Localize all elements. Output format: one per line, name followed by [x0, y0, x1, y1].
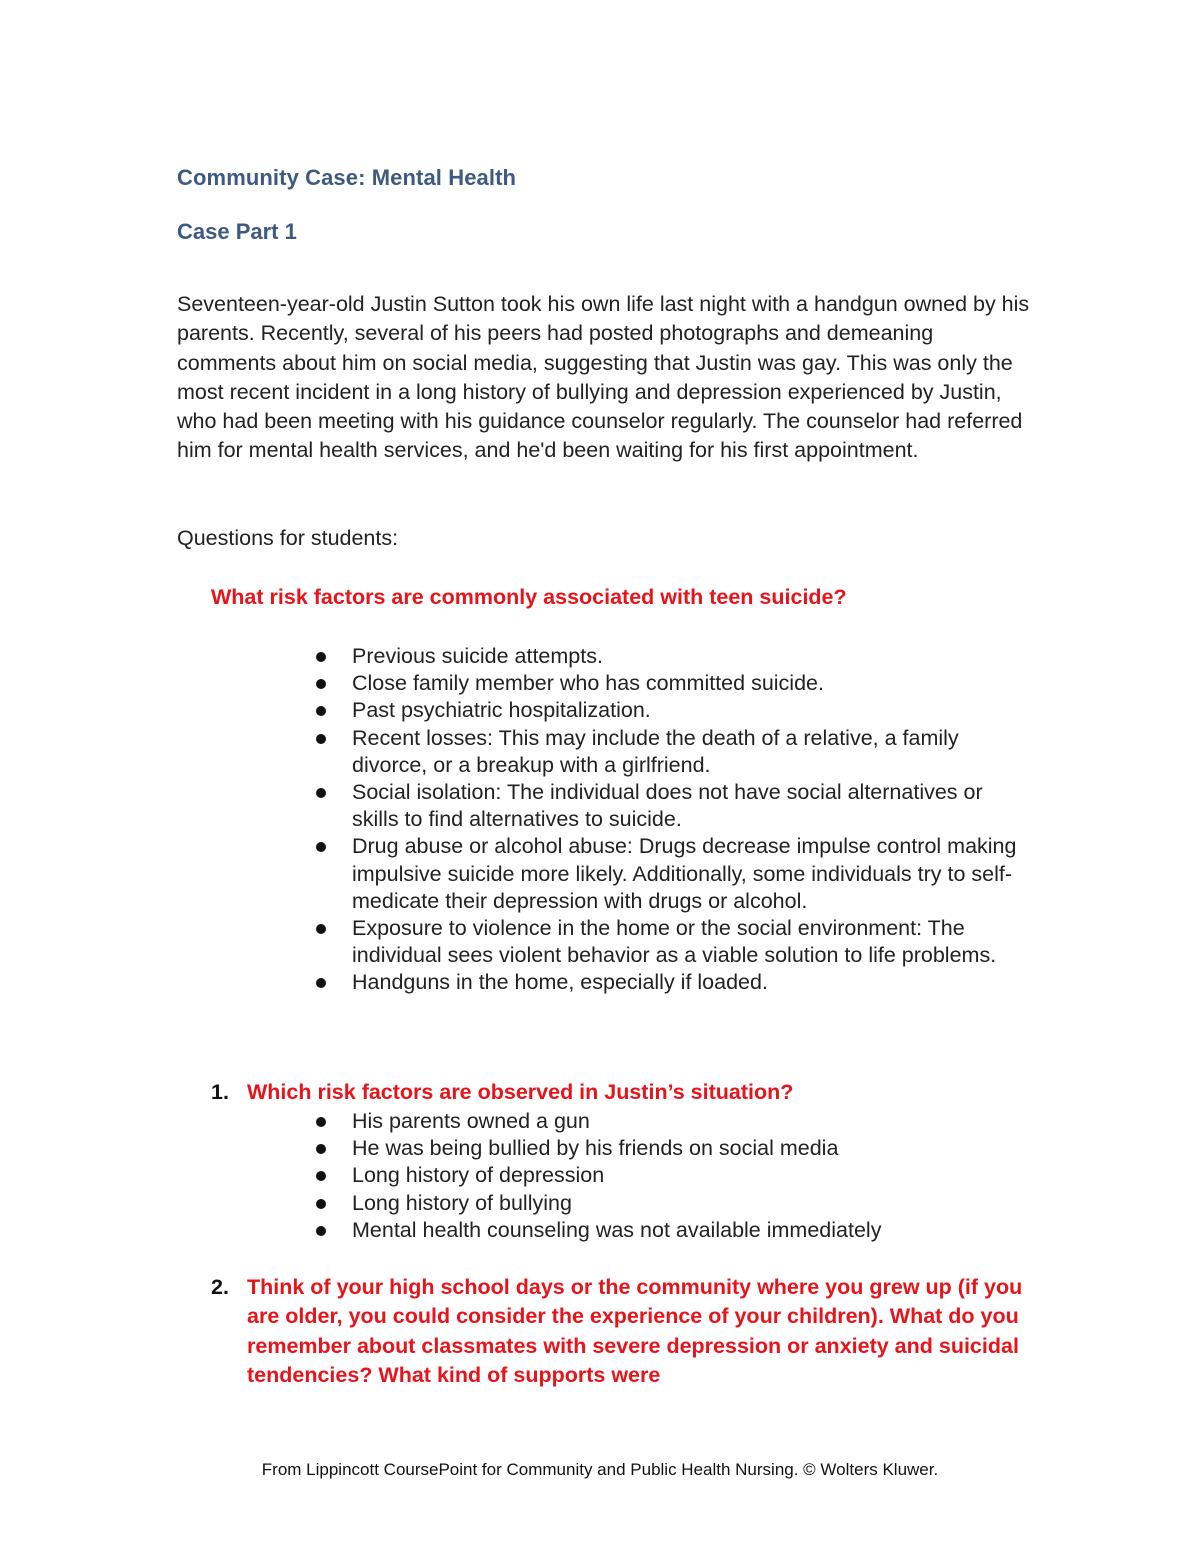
bullet-icon — [316, 679, 326, 689]
list-item-text: Exposure to violence in the home or the social environment: The individual sees violent behavior as a viable solution to life problems. — [352, 916, 997, 968]
bullet-icon — [316, 788, 326, 798]
justin-risk-factors-list — [352, 1108, 1032, 1244]
bullet-icon — [316, 652, 326, 662]
list-item-text: He was being bullied by his friends on social media — [352, 1136, 839, 1161]
list-item — [352, 725, 1032, 779]
bullet-icon — [316, 734, 326, 744]
case-part-heading: Case Part 1 — [177, 219, 297, 244]
question-number: 2. — [211, 1275, 229, 1299]
bullet-icon — [316, 1144, 326, 1154]
questions-label: Questions for students: — [177, 526, 399, 550]
list-item-text: Long history of bullying — [352, 1190, 572, 1215]
list-item — [352, 969, 1032, 996]
question-number: 1. — [211, 1080, 229, 1104]
list-item — [352, 1217, 1032, 1244]
question-text: Which risk factors are observed in Justin’s situation? — [247, 1080, 794, 1104]
risk-factors-list — [352, 643, 1032, 997]
bullet-icon — [316, 1199, 326, 1209]
list-item-text: Close family member who has committed suicide. — [352, 671, 824, 696]
case-paragraph: Seventeen-year-old Justin Sutton took his own life last night with a handgun owned by his parents. Recently, several of his peers had posted photographs and demeaning comments about him on social media, suggesting that Justin was gay. This was only the most recent incident in a long history of bullying and depression experienced by Justin, who had been meeting with his guidance counselor regularly. The counselor had referred him for mental health services, and he'd been waiting for his first appointment. — [177, 292, 1030, 463]
list-item — [352, 915, 1032, 969]
list-item-text: Recent losses: This may include the death of a relative, a family divorce, or a breakup with a girlfriend. — [352, 725, 959, 777]
question-text: Think of your high school days or the community where you grew up (if you are older, you could consider the experience of your children). What do you remember about classmates with severe depression or anxiety and suicidal tendencies? What kind of supports were — [247, 1275, 1023, 1387]
bullet-icon — [316, 706, 326, 716]
bullet-icon — [316, 924, 326, 934]
list-item-text: Mental health counseling was not available immediately — [352, 1217, 882, 1242]
risk-factors-question: What risk factors are commonly associated with teen suicide? — [211, 585, 847, 609]
list-item — [352, 833, 1032, 915]
list-item-text: His parents owned a gun — [352, 1109, 590, 1133]
list-item — [352, 670, 1032, 697]
bullet-icon — [316, 1226, 326, 1236]
list-item — [352, 643, 1032, 670]
bullet-icon — [316, 978, 326, 988]
question-2 — [211, 1273, 1041, 1390]
list-item — [352, 779, 1032, 833]
page-footer: From Lippincott CoursePoint for Community and Public Health Nursing. © Wolters Kluwer. — [261, 1460, 939, 1479]
list-item-text: Social isolation: The individual does not have social alternatives or skills to find alternatives to suicide. — [352, 780, 983, 832]
question-1 — [211, 1078, 1041, 1107]
list-item — [352, 1135, 1032, 1162]
list-item — [352, 697, 1032, 724]
list-item-text: Previous suicide attempts. — [352, 644, 603, 668]
list-item-text: Past psychiatric hospitalization. — [352, 698, 651, 723]
list-item — [352, 1190, 1032, 1217]
bullet-icon — [316, 1117, 326, 1127]
bullet-icon — [316, 842, 326, 852]
list-item-text: Handguns in the home, especially if loaded. — [352, 970, 768, 995]
list-item — [352, 1108, 1032, 1135]
list-item — [352, 1162, 1032, 1189]
list-item-text: Long history of depression — [352, 1163, 605, 1188]
bullet-icon — [316, 1171, 326, 1181]
list-item-text: Drug abuse or alcohol abuse: Drugs decrease impulse control making impulsive suicide more likely. Additionally, some individuals try to self-medicate their depression with drugs or alcohol. — [352, 834, 1017, 913]
document-title: Community Case: Mental Health — [177, 165, 517, 190]
